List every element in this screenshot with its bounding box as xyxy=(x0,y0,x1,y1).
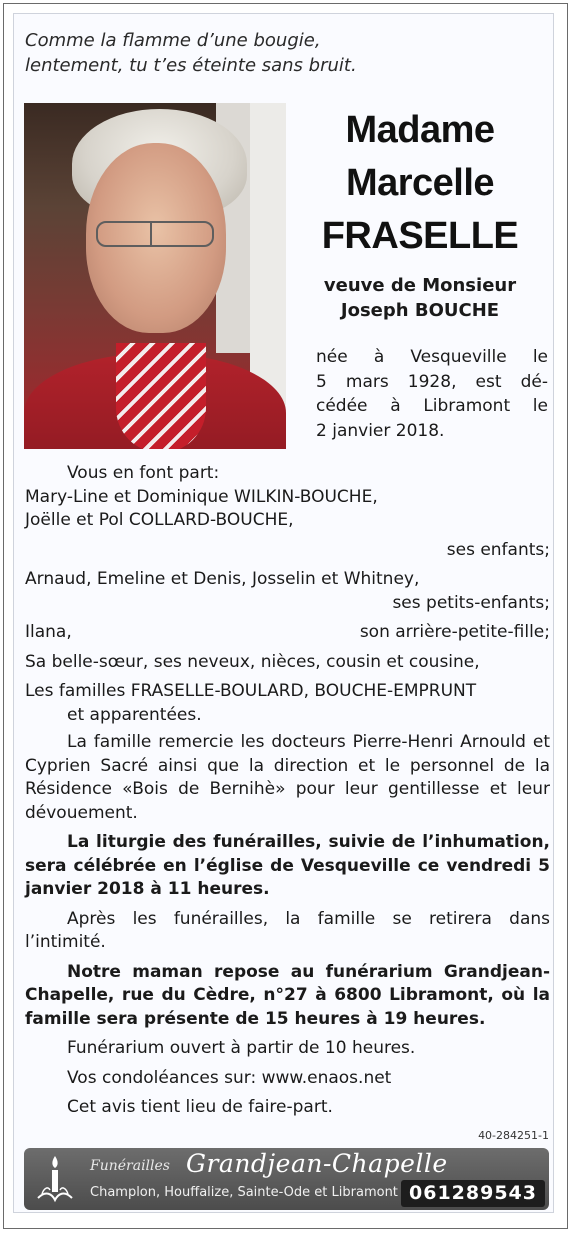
great-grandchild-name: Ilana, xyxy=(25,622,72,642)
condolences-line: Vos condoléances sur: www.enaos.net xyxy=(67,1067,392,1088)
family-line-2: Les familles FRASELLE-BOULARD, BOUCHE-EMPRUNT xyxy=(25,681,477,701)
family-line-1: Sa belle-sœur, ses neveux, nièces, cousin et cousine, xyxy=(25,651,480,672)
notice-line: Cet avis tient lieu de faire-part. xyxy=(67,1097,333,1117)
grandchildren-role: ses petits-enfants; xyxy=(392,592,550,613)
widow-line-1: veuve de Monsieur xyxy=(323,275,517,296)
candle-logo-icon xyxy=(32,1154,78,1204)
reference-number: 40-284251-1 xyxy=(478,1129,549,1142)
children-line-1: Mary-Line et Dominique WILKIN-BOUCHE, xyxy=(25,486,378,507)
funeral-home-banner xyxy=(24,1148,549,1210)
great-grandchild-role: son arrière-petite-fille; xyxy=(359,622,550,642)
children-role: ses enfants; xyxy=(446,539,550,560)
intro-line: Vous en font part: xyxy=(67,463,220,483)
portrait-photo xyxy=(24,103,286,449)
grandchildren-line: Arnaud, Emeline et Denis, Josselin et Whitney, xyxy=(25,569,420,589)
opening-hours: Funérarium ouvert à partir de 10 heures. xyxy=(67,1038,416,1058)
children-line-2: Joëlle et Pol COLLARD-BOUCHE, xyxy=(25,510,294,530)
birth-death-details xyxy=(316,345,548,443)
phone-number[interactable]: 061289543 xyxy=(401,1180,545,1207)
birth-line-2: 5 mars 1928, est dé- xyxy=(316,371,548,392)
name-title: Madame xyxy=(345,109,495,151)
family-line-3: et apparentées. xyxy=(67,704,202,725)
locations-line: Champlon, Houffalize, Sainte-Ode et Libramont xyxy=(90,1185,398,1200)
deceased-name xyxy=(300,104,540,263)
widow-of xyxy=(300,273,540,323)
widow-line-2: Joseph BOUCHE xyxy=(340,300,500,321)
name-last: FRASELLE xyxy=(321,215,519,257)
after-paragraph: Après les funérailles, la famille se retirera dans l’intimité. xyxy=(25,908,550,952)
announcement-body xyxy=(25,462,550,1120)
birth-line-4: 2 janvier 2018. xyxy=(316,420,445,441)
quote-line-2: lentement, tu t’es éteinte sans bruit. xyxy=(25,55,357,76)
brand-name: Grandjean-Chapelle xyxy=(186,1149,448,1178)
quote-line-1: Comme la flamme d’une bougie, xyxy=(25,30,321,51)
great-grandchild-line xyxy=(25,621,550,645)
birth-line-1: née à Vesqueville le xyxy=(316,347,548,367)
birth-line-3: cédée à Libramont le xyxy=(316,396,548,416)
epigraph-quote xyxy=(25,28,357,78)
liturgy-paragraph: La liturgie des funérailles, suivie de l’inhumation, sera célébrée en l’église de Vesqueville ce vendredi 5 janvier 2018 à 11 heures. xyxy=(25,832,550,899)
thanks-paragraph: La famille remercie les docteurs Pierre-Henri Arnould et Cyprien Sacré ainsi que la direction et le personnel de la Résidence «Bois de Bernihè» pour leur gentillesse et leur dévouement. xyxy=(25,732,550,823)
name-first: Marcelle xyxy=(345,162,495,204)
brand-prefix: Funérailles xyxy=(90,1158,170,1174)
rests-paragraph: Notre maman repose au funérarium Grandjean-Chapelle, rue du Cèdre, n°27 à 6800 Libramont, où la famille sera présente de 15 heures à 19 heures. xyxy=(25,961,550,1029)
